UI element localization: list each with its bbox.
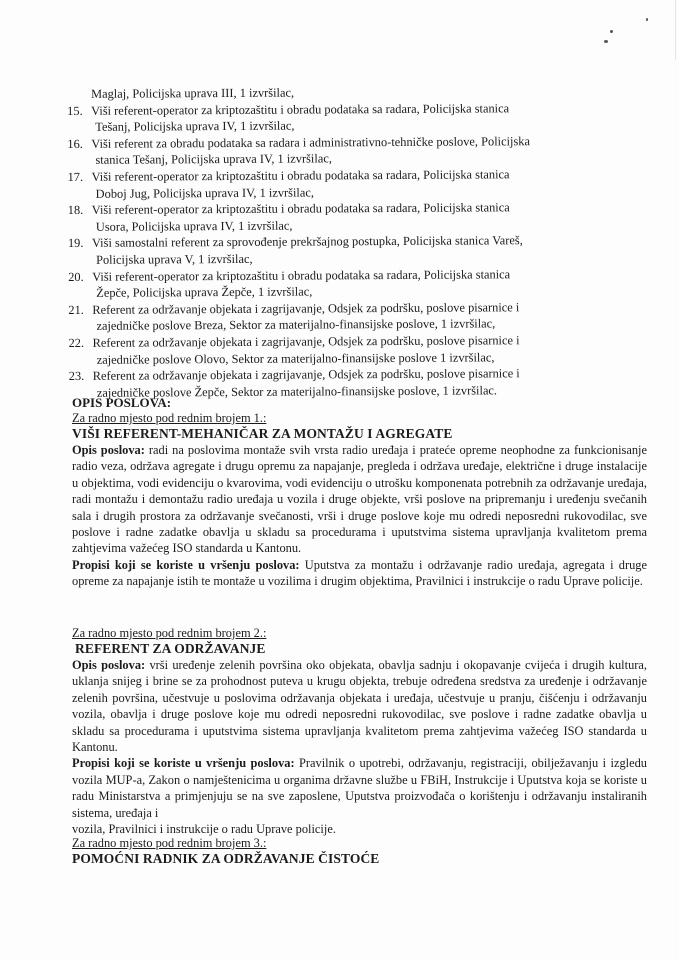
list-item-line1: Referent za održavanje objekata i zagrijavanje, Odsjek za podršku, poslove pisarnice i xyxy=(92,333,520,350)
list-item-line2: stanica Tešanj, Policijska uprava IV, 1 izvršilac, xyxy=(95,151,332,168)
list-item xyxy=(68,298,638,335)
list-item-line2: Doboj Jug, Policijska uprava IV, 1 izvršilac, xyxy=(95,185,314,201)
list-item-line1: Viši referent-operator za kriptozaštitu i obradu podataka sa radara, Policijska stanica xyxy=(92,266,511,284)
position-3-subheading: Za radno mjesto pod rednim brojem 3.: xyxy=(72,836,267,850)
list-item-number: 21. xyxy=(68,302,84,317)
position-2-subheading: Za radno mjesto pod rednim brojem 2.: xyxy=(72,626,267,640)
position-list xyxy=(67,83,639,402)
position-3-title: POMOĆNI RADNIK ZA ODRŽAVANJE ČISTOĆE xyxy=(72,851,380,866)
list-item xyxy=(69,331,639,368)
opis-label: Opis poslova: xyxy=(72,658,146,672)
position-1-subheading: Za radno mjesto pod rednim brojem 1.: xyxy=(72,411,267,425)
propisi-label: Propisi koji se koriste u vršenju poslova: xyxy=(72,756,295,771)
scan-edge xyxy=(675,0,676,60)
position-2-regulations-last: vozila, Pravilnici i instrukcije o radu Uprave policije. xyxy=(72,822,336,837)
position-2-title: REFERENT ZA ODRŽAVANJE xyxy=(75,641,266,656)
list-item-line1: Viši samostalni referent za sprovođenje prekršajnog postupka, Policijska stanica Vareš, xyxy=(91,233,523,251)
list-item-line2: zajedničke poslove Breza, Sektor za materijalno-finansijske poslove, 1 izvršilac, xyxy=(96,316,496,334)
list-item-number: 23. xyxy=(68,368,85,384)
list-item-number: 18. xyxy=(67,203,84,218)
list-item-number: 16. xyxy=(67,136,83,151)
list-item-number: 15. xyxy=(67,103,83,118)
list-item-line2: Žepče, Policijska uprava Žepče, 1 izvršilac, xyxy=(96,284,313,300)
list-item-line2: Policijska uprava V, 1 izvršilac, xyxy=(96,251,253,267)
scan-speck xyxy=(610,30,613,33)
propisi-label: Propisi koji se koriste u vršenju poslova: xyxy=(72,557,300,572)
scan-speck xyxy=(646,18,648,21)
list-item-line2: zajedničke poslove Žepče, Sektor za materijalno-finansijske poslove, 1 izvršilac. xyxy=(96,383,498,400)
list-item xyxy=(68,232,638,269)
propisi-text: Pravilnik o upotrebi, održavanju, registraciji, obilježavanju i izgledu vozila MUP-a, Zakon o namještenicima u organima državne službe u FBiH, Instrukcije i Uputstva koja se koriste u radu Ministarstva a primjenjuju se na sve zaposlene, Uputstva proizvođača o korištenju i održavanju instaliranih sistema, uređaja i xyxy=(72,756,647,820)
propisi-text: Uputstva za montažu i održavanje radio uređaja, agregata i druge opreme za napajanje istih te montaže u vozilima i drugim objektima, Pravilnici i instrukcije o radu Uprave policije. xyxy=(72,557,647,589)
position-3-section xyxy=(72,836,647,867)
scan-speck xyxy=(604,40,608,43)
list-item xyxy=(68,165,638,202)
opis-label: Opis poslova: xyxy=(72,443,145,457)
position-2-regulations xyxy=(72,755,647,821)
list-item-line2: Usora, Policijska uprava IV, 1 izvršilac, xyxy=(95,218,293,234)
opis-poslova-heading: OPIS POSLOVA: xyxy=(72,395,172,410)
opis-text: vrši uređenje zelenih površina oko objekata, obavlja sadnju i okopavanje cvijeća i drugih kultura, uklanja snijeg i brine se za prohodnost puteva u krugu objekta, trebuje određena sredstva za uređenje i održavanje zelenih površina, učestvuje u poslovima održavanja objekata i uređaja, učestvuje u pranju, čišćenju i održavanju vozila, obavlja i druge poslove koje mu odredi neposredni rukovodilac, sve poslove i radne zadatke obavlja u skladu sa procedurama i uputstvima sistema upravljanja kvalitetom prema zahtjevima važećeg ISO standarda u Kantonu. xyxy=(72,658,647,755)
list-item-line1: Referent za održavanje objekata i zagrijavanje, Odsjek za podršku, poslove pisarnice i xyxy=(92,366,520,383)
list-item xyxy=(67,132,637,169)
list-item-line1: Viši referent-operator za kriptozaštitu i obradu podataka sa radara, Policijska stanica xyxy=(91,167,510,184)
list-item-line2: Tešanj, Policijska uprava IV, 1 izvršilac, xyxy=(95,118,295,135)
list-item-number: 20. xyxy=(68,269,84,284)
list-item-line1: Viši referent za obradu podataka sa radara i administrativno-tehničke poslove, Policijska xyxy=(91,133,531,151)
list-item-number: 22. xyxy=(68,335,85,350)
list-item-number: 19. xyxy=(67,236,84,251)
position-1-title: VIŠI REFERENT-MEHANIČAR ZA MONTAŽU I AGREGATE xyxy=(72,426,453,441)
position-2-description xyxy=(72,657,647,755)
position-1-regulations xyxy=(72,557,647,590)
list-item xyxy=(67,99,637,136)
position-2-section xyxy=(72,626,647,837)
position-1-section xyxy=(72,395,647,590)
list-item-line2: zajedničke poslove Olovo, Sektor za materijalno-finansijske poslove 1 izvršilac, xyxy=(96,349,495,367)
position-1-description xyxy=(72,442,647,557)
opis-text: radi na poslovima montaže svih vrsta radio uređaja i prateće opreme neophodne za funkcionisanje radio veza, održava agregate i drugu opremu za napajanje, pregleda i održava uređaje, električne i druge instalacije u objektima, vodi evidenciju o kvarovima, vodi evidenciju o utrošku komponenata potrebnih za održavanje uređaja, radi montažu i demontažu radio uređaja u vozila i druge objekte, vrši poslove na pripremanju i uređenju svečanih sala i drugih prostora za održavanje svečanosti, vrši i druge poslove koje mu odredi neposredni rukovodilac, sve poslove i radne zadatke obavlja u skladu sa procedurama i uputstvima sistema upravljanja kvalitetom prema zahtjevima važećeg ISO standarda u Kantonu. xyxy=(72,443,647,556)
list-item-line1: Viši referent-operator za kriptozaštitu i obradu podataka sa radara, Policijska stanica xyxy=(91,200,510,218)
list-item xyxy=(68,265,638,302)
list-continuation: Maglaj, Policijska uprava III, 1 izvršilac, xyxy=(91,85,295,101)
list-item xyxy=(68,199,638,236)
list-item-line1: Referent za održavanje objekata i zagrijavanje, Odsjek za podršku, poslove pisarnice i xyxy=(92,299,520,317)
list-item-number: 17. xyxy=(67,169,84,184)
list-item-line1: Viši referent-operator za kriptozaštitu i obradu podataka sa radara, Policijska stanica xyxy=(91,100,510,118)
